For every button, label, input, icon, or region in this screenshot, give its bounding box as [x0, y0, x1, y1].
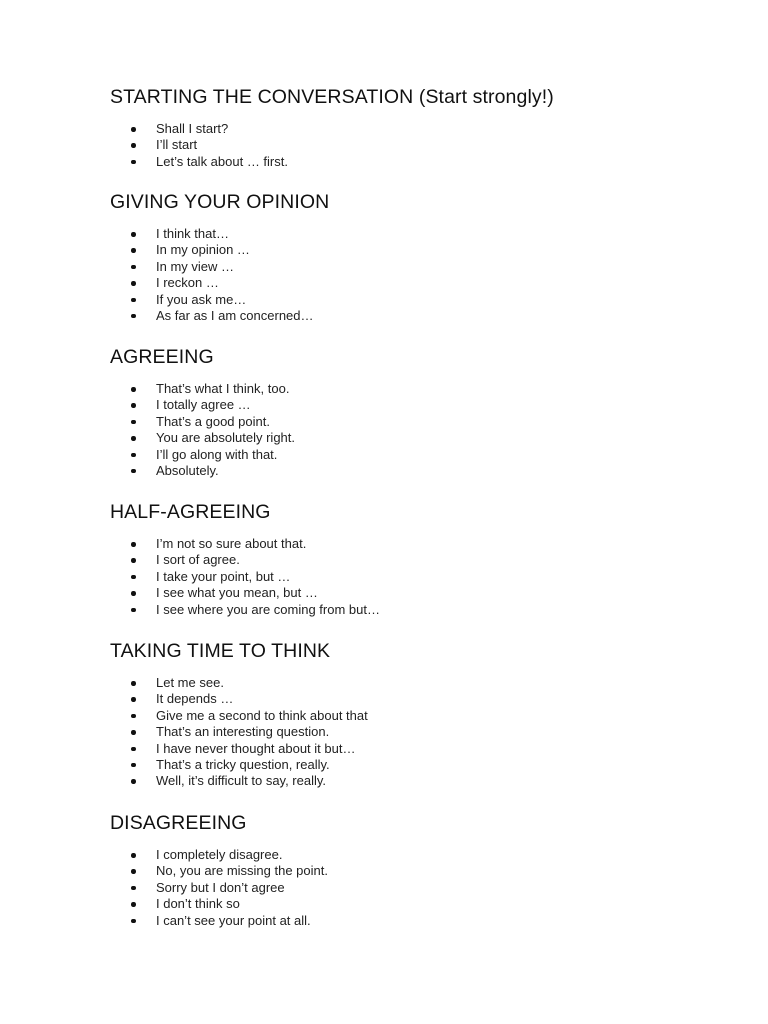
bullet-icon — [131, 143, 136, 148]
list-item-text: That’s what I think, too. — [156, 381, 290, 396]
bullet-icon — [131, 853, 136, 858]
list-item — [110, 724, 710, 740]
list-item-text: I have never thought about it but… — [156, 740, 356, 756]
list-item-text: No, you are missing the point. — [156, 863, 328, 879]
bullet-icon — [131, 919, 136, 924]
list-item-text: Sorry but I don’t agree — [156, 879, 285, 895]
list-item-text: I completely disagree. — [156, 847, 283, 862]
bullet-icon — [131, 265, 136, 270]
list-item-text: That’s a tricky question, really. — [156, 756, 330, 772]
list-item — [110, 259, 710, 275]
list-item-text: Well, it’s difficult to say, really. — [156, 773, 327, 789]
bullet-list — [110, 121, 710, 170]
list-item-text: I see where you are coming from but… — [156, 601, 380, 617]
list-item — [110, 381, 710, 397]
list-item-text: I’ll start — [156, 137, 198, 153]
bullet-icon — [131, 779, 136, 784]
list-item-text: That’s an interesting question. — [156, 724, 330, 740]
list-item-text: I reckon … — [156, 275, 219, 291]
list-item-text: Absolutely. — [156, 462, 219, 478]
list-item — [110, 242, 710, 258]
section-heading: HALF-AGREEING — [110, 501, 271, 523]
list-item-text: I can’t see your point at all. — [156, 912, 311, 928]
list-item-text: In my opinion … — [156, 242, 250, 258]
list-item — [110, 292, 710, 308]
bullet-icon — [131, 387, 136, 392]
section — [110, 85, 710, 169]
bullet-icon — [131, 281, 136, 286]
list-item — [110, 552, 710, 568]
list-item — [110, 896, 710, 912]
list-item — [110, 463, 710, 479]
bullet-icon — [131, 160, 136, 165]
section — [110, 500, 710, 617]
list-item-text: Let’s talk about … first. — [156, 153, 288, 169]
bullet-icon — [131, 420, 136, 425]
list-item-text: I totally agree … — [156, 397, 251, 413]
list-item — [110, 536, 710, 552]
bullet-icon — [131, 608, 136, 613]
bullet-icon — [131, 403, 136, 408]
section-heading: TAKING TIME TO THINK — [110, 640, 331, 662]
section — [110, 639, 710, 789]
section — [110, 345, 710, 478]
section-heading: GIVING YOUR OPINION — [110, 191, 330, 213]
bullet-icon — [131, 763, 136, 768]
list-item — [110, 308, 710, 324]
list-item — [110, 691, 710, 707]
bullet-list — [110, 226, 710, 324]
bullet-icon — [131, 248, 136, 253]
list-item — [110, 154, 710, 170]
list-item — [110, 430, 710, 446]
list-item-text: Let me see. — [156, 675, 224, 690]
list-item-text: I don’t think so — [156, 896, 240, 912]
bullet-icon — [131, 869, 136, 874]
bullet-list — [110, 381, 710, 479]
list-item — [110, 275, 710, 291]
list-item-text: Shall I start? — [156, 121, 229, 136]
list-item-text: I think that… — [156, 226, 229, 241]
list-item — [110, 880, 710, 896]
list-item-text: It depends … — [156, 691, 234, 707]
list-item — [110, 675, 710, 691]
bullet-icon — [131, 314, 136, 319]
list-item — [110, 773, 710, 789]
bullet-icon — [131, 469, 136, 474]
list-item-text: In my view … — [156, 258, 235, 274]
list-item — [110, 585, 710, 601]
list-item-text: I see what you mean, but … — [156, 585, 318, 601]
bullet-list — [110, 847, 710, 929]
section — [110, 811, 710, 928]
bullet-list — [110, 675, 710, 790]
bullet-icon — [131, 902, 136, 907]
list-item — [110, 414, 710, 430]
bullet-icon — [131, 886, 136, 891]
list-item — [110, 447, 710, 463]
section-heading: STARTING THE CONVERSATION (Start strongly!) — [110, 86, 554, 108]
list-item-text: You are absolutely right. — [156, 430, 296, 446]
bullet-icon — [131, 453, 136, 458]
bullet-icon — [131, 681, 136, 686]
list-item — [110, 913, 710, 929]
list-item-text: I’m not so sure about that. — [156, 536, 307, 551]
list-item — [110, 226, 710, 242]
list-item-text: I’ll go along with that. — [156, 446, 278, 462]
list-item-text: If you ask me… — [156, 291, 247, 307]
bullet-icon — [131, 298, 136, 303]
list-item — [110, 863, 710, 879]
list-item-text: Give me a second to think about that — [156, 707, 368, 723]
bullet-icon — [131, 747, 136, 752]
bullet-icon — [131, 542, 136, 547]
bullet-icon — [131, 558, 136, 563]
list-item — [110, 569, 710, 585]
list-item-text: I sort of agree. — [156, 552, 240, 568]
list-item — [110, 708, 710, 724]
bullet-icon — [131, 697, 136, 702]
section-heading: DISAGREEING — [110, 812, 247, 834]
bullet-icon — [131, 575, 136, 580]
bullet-icon — [131, 591, 136, 596]
list-item — [110, 397, 710, 413]
list-item — [110, 847, 710, 863]
list-item — [110, 121, 710, 137]
section — [110, 190, 710, 323]
bullet-list — [110, 536, 710, 618]
list-item — [110, 602, 710, 618]
bullet-icon — [131, 127, 136, 132]
list-item — [110, 137, 710, 153]
list-item — [110, 757, 710, 773]
list-item — [110, 741, 710, 757]
bullet-icon — [131, 714, 136, 719]
list-item-text: As far as I am concerned… — [156, 307, 314, 323]
bullet-icon — [131, 436, 136, 441]
list-item-text: I take your point, but … — [156, 568, 291, 584]
bullet-icon — [131, 232, 136, 237]
section-heading: AGREEING — [110, 346, 214, 368]
list-item-text: That’s a good point. — [156, 413, 270, 429]
bullet-icon — [131, 730, 136, 735]
